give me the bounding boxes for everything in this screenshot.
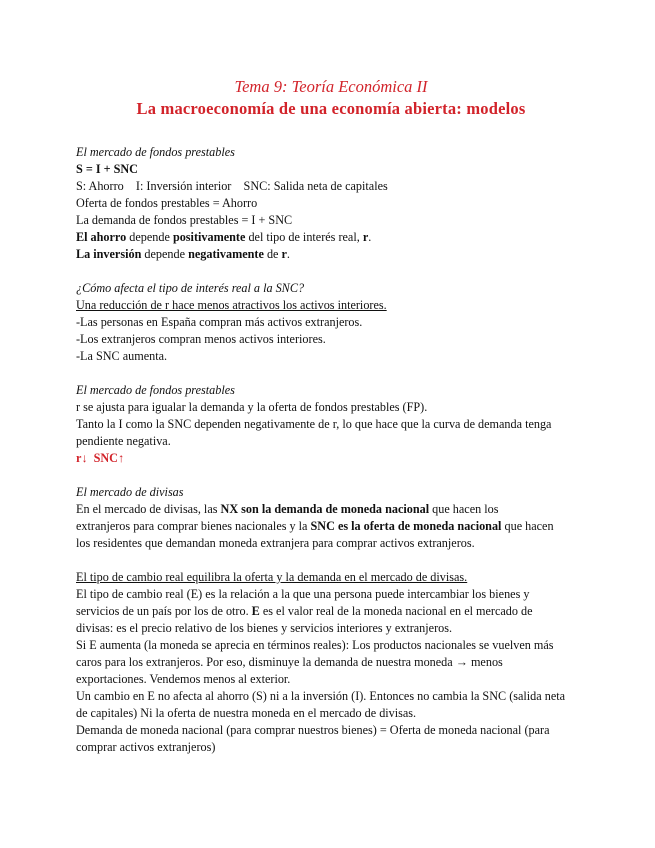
inversion-term: La inversión <box>76 247 142 261</box>
formula: S = I + SNC <box>76 162 138 176</box>
inversion-negativamente: negativamente <box>188 247 264 261</box>
ahorro-term: El ahorro <box>76 230 127 244</box>
section-tipo-cambio-real <box>76 569 586 756</box>
ahorro-text-2: del tipo de interés real, <box>245 230 363 244</box>
document-title: Tema 9: Teoría Económica II <box>234 77 428 96</box>
inversion-line <box>76 246 586 263</box>
e-bold: E <box>251 604 260 618</box>
list-item: -Los extranjeros compran menos activos interiores. <box>76 332 326 346</box>
section-fondos-prestables-2 <box>76 382 586 467</box>
spacer <box>76 552 586 569</box>
spacer <box>76 263 586 280</box>
underlined-statement: Una reducción de r hace menos atractivos los activos interiores. <box>76 298 387 312</box>
text: que hacen los residentes que demandan moneda extranjera para comprar activos extranjeros. <box>76 519 554 550</box>
ahorro-positivamente: positivamente <box>172 230 246 244</box>
inversion-r: r <box>281 247 287 261</box>
paragraph: Un cambio en E no afecta al ahorro (S) ni a la inversión (I). Entonces no cambia la SNC (salida neta de capitales) Ni la oferta de nuestra moneda en el mercado de divisas. <box>76 689 566 720</box>
text: es el valor real de la moneda nacional en el mercado de divisas: es el precio relativo de los bienes y servicios interiores y extranjeros. <box>76 604 533 635</box>
section-heading: ¿Cómo afecta el tipo de interés real a la SNC? <box>76 281 305 295</box>
paragraph: Tanto la I como la SNC dependen negativamente de r, lo que hace que la curva de demanda tenga pendiente negativa. <box>76 417 552 448</box>
spacer <box>76 467 586 484</box>
paragraph: Si E aumenta (la moneda se aprecia en términos reales): Los productos nacionales se vuelven más caros para los extranjeros. Por eso, disminuye la demanda de nuestra moneda → menos exportaciones. Vendemos menos al exterior. <box>76 638 554 686</box>
spacer <box>76 365 586 382</box>
paragraph <box>76 501 554 552</box>
document-subtitle: La macroeconomía de una economía abierta: modelos <box>136 99 526 118</box>
oferta-line: Oferta de fondos prestables = Ahorro <box>76 196 258 210</box>
list-item: -La SNC aumenta. <box>76 349 168 363</box>
snc-bold: SNC es la oferta de moneda nacional <box>310 519 502 533</box>
ahorro-period: . <box>368 230 372 244</box>
section-heading: El mercado de divisas <box>76 485 184 499</box>
list-item: -Las personas en España compran más activos extranjeros. <box>76 315 363 329</box>
nx-bold: NX son la demanda de moneda nacional <box>220 502 430 516</box>
definitions-line <box>76 178 586 195</box>
underlined-statement: El tipo de cambio real equilibra la oferta y la demanda en el mercado de divisas. <box>76 570 468 584</box>
ahorro-line <box>76 229 586 246</box>
paragraph: Demanda de moneda nacional (para comprar nuestros bienes) = Oferta de moneda nacional (para comprar activos extranjeros) <box>76 723 550 754</box>
text: El tipo de cambio real (E) es la relación a la que una persona puede intercambiar los bienes y servicios de un país por los de otro. <box>76 587 530 618</box>
text: En el mercado de divisas, las <box>76 502 221 516</box>
section-tipo-interes-snc <box>76 280 586 365</box>
text: que hacen los extranjeros para comprar bienes nacionales y la <box>76 502 499 533</box>
ahorro-text-1: depende <box>126 230 173 244</box>
section-fondos-prestables-1 <box>76 144 586 263</box>
section-heading: El mercado de fondos prestables <box>76 383 235 397</box>
inversion-text-1: depende <box>141 247 189 261</box>
rule-highlight: r↓ SNC↑ <box>76 451 125 465</box>
ahorro-r: r <box>362 230 369 244</box>
definitions-text: S: Ahorro I: Inversión interior SNC: Salida neta de capitales <box>76 179 388 193</box>
section-heading: El mercado de fondos prestables <box>76 145 235 159</box>
paragraph <box>76 586 560 637</box>
paragraph-line: r se ajusta para igualar la demanda y la oferta de fondos prestables (FP). <box>76 400 428 414</box>
inversion-period: . <box>286 247 290 261</box>
document-page <box>76 76 586 756</box>
section-mercado-divisas <box>76 484 586 552</box>
inversion-text-2: de <box>263 247 282 261</box>
demanda-line: La demanda de fondos prestables = I + SNC <box>76 213 293 227</box>
